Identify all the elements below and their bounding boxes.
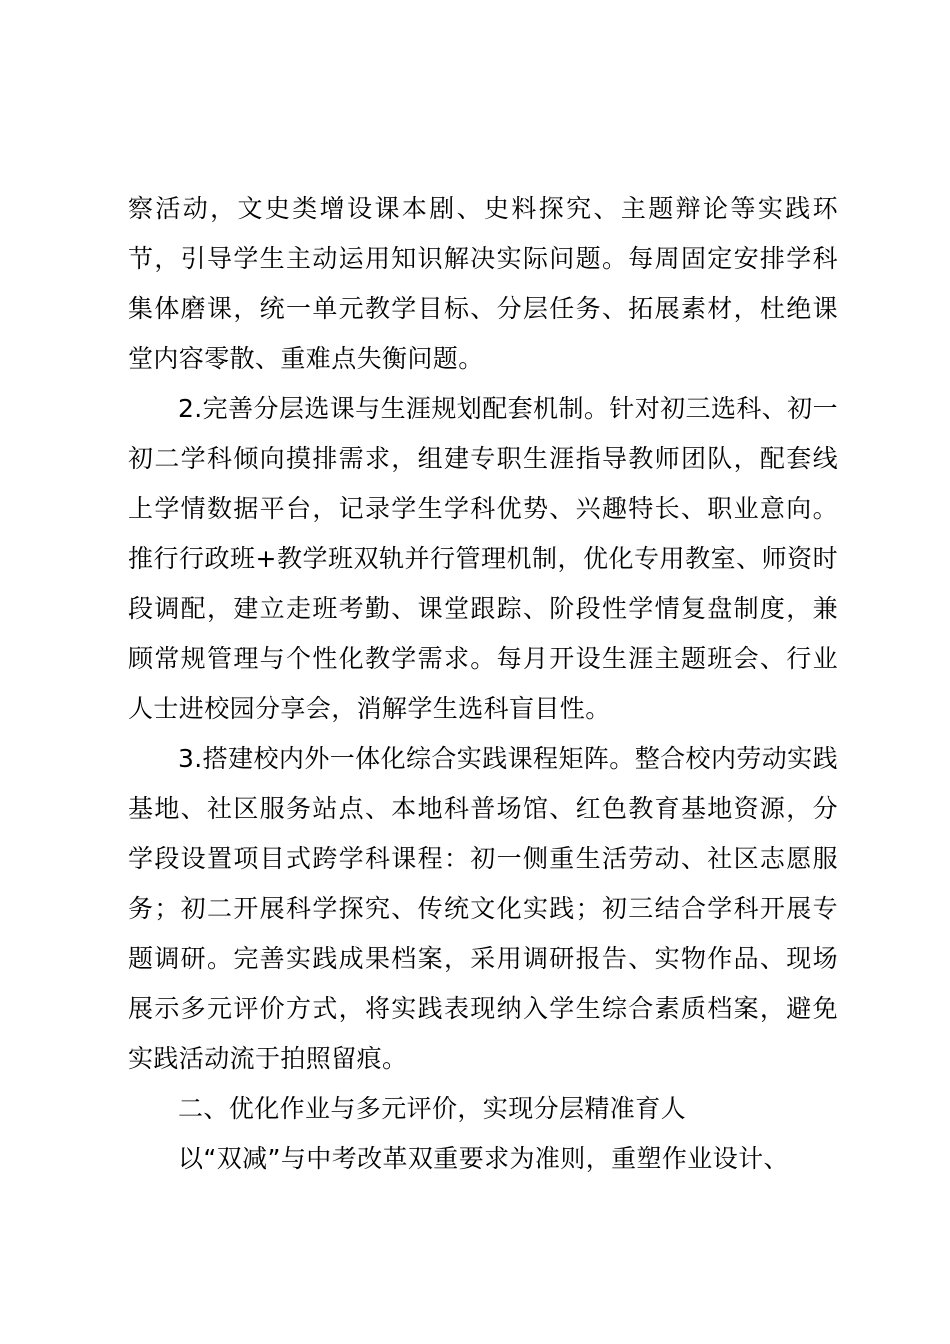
paragraph-continuation: 察活动，文史类增设课本剧、史料探究、主题辩论等实践环节，引导学生主动运用知识解决实际问题。每周固定安排学科集体磨课，统一单元教学目标、分层任务、拓展素材，杜绝课堂内容零散、重难点失衡问题。 — [128, 194, 838, 373]
paragraph-section-intro: 以“双减”与中考改革双重要求为准则，重塑作业设计、 — [178, 1144, 789, 1173]
paragraph-item-3: 3.搭建校内外一体化综合实践课程矩阵。整合校内劳动实践基地、社区服务站点、本地科普场馆、红色教育基地资源，分学段设置项目式跨学科课程：初一侧重生活劳动、社区志愿服务；初二开展科学探究、传统文化实践；初三结合学科开展专题调研。完善实践成果档案，采用调研报告、实物作品、现场展示多元评价方式，将实践表现纳入学生综合素质档案，避免实践活动流于拍照留痕。 — [128, 744, 838, 1073]
paragraph-item-2: 2.完善分层选课与生涯规划配套机制。针对初三选科、初一初二学科倾向摸排需求，组建专职生涯指导教师团队，配套线上学情数据平台，记录学生学科优势、兴趣特长、职业意向。推行行政班+教学班双轨并行管理机制，优化专用教室、师资时段调配，建立走班考勤、课堂跟踪、阶段性学情复盘制度，兼顾常规管理与个性化教学需求。每月开设生涯主题班会、行业人士进校园分享会，消解学生选科盲目性。 — [128, 394, 838, 723]
document-body — [128, 184, 838, 1184]
section-heading: 二、优化作业与多元评价，实现分层精准育人 — [178, 1094, 687, 1123]
